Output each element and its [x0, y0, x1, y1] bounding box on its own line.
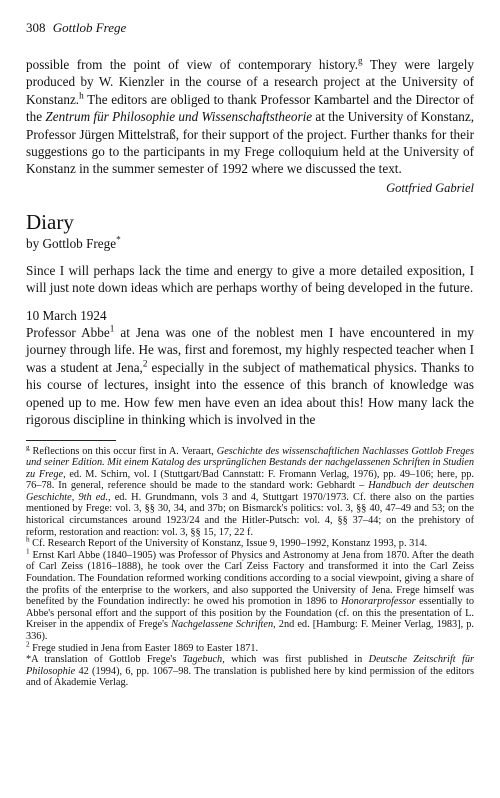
footnote-mark: *	[26, 654, 32, 666]
footnote-g	[26, 443, 475, 539]
preface-text: possible from the point of view of contemporary history.	[26, 57, 359, 72]
footnote-mark: g	[26, 443, 30, 452]
footnote-italic: Deutsche Zeitschrift für Philosophie	[26, 654, 474, 677]
footnote-mark: h	[26, 535, 30, 544]
entry-text: Professor Abbe	[26, 325, 110, 341]
preface-italic-institution: Zentrum für Philosophie und Wissenschaftstheorie	[45, 109, 313, 125]
diary-title: Diary	[26, 209, 74, 234]
diary-entry-date: 10 March 1924	[26, 307, 107, 323]
footnote-ref-h[interactable]: h	[79, 90, 84, 101]
footnotes	[26, 443, 475, 689]
footnote-2	[26, 640, 474, 655]
footnote-text: Ernst Karl Abbe (1840–1905) was Professor of Physics and Astronomy at Jena from 1870. After the death of Carl Zeiss (1816–1888), he took over the Carl Zeiss Factory and transformed it into the Carl Zeiss Foundation. The Foundation reformed working conditions according to a social viewpoint, giving a share of the profits of the enterprise to the workers, and also supported the University of Jena. Frege himself was benefited by the Foundation indirectly: he owed his promotion in 1896 to	[26, 549, 474, 608]
footnote-text: , ed. H. Grundmann, vols 3 and 4, Stuttgart 1970/1973. Cf. there also on the parties mentioned by Frege: vol. 3, §§ 30, 34, and 37b; on Bismarck's politics: vol. 3, §§ 40, 47–49 and 53; on the historical circumstances around 1923/24 and the Hitler-Putsch: vol. 4, §§ 37–44; on the prehistory of reform, restoration and reaction: vol. 3, §§ 15, 17, 22 f.	[26, 491, 474, 538]
diary-entry-paragraph	[26, 324, 474, 428]
footnote-divider	[26, 440, 116, 441]
footnote-text: essentially to Abbe's personal effort and the support of this position by the Foundation (cf. on this the presentation of L. Kreiser in the appendix of Frege's	[26, 596, 475, 631]
footnote-text: , which was first published in	[222, 654, 369, 666]
footnote-italic: Geschichte des wissenschaftlichen Nachlasses Gottlob Freges und seiner Edition. Mit einem Katalog des ursprünglichen Bestands der nachgelassenen Schriften in Studien zu Frege	[26, 445, 474, 480]
preface-text: The editors are obliged to thank Professor Kambartel and the Director of the	[26, 91, 474, 125]
footnote-mark: 2	[26, 640, 30, 649]
footnote-text: , 2nd ed. [Hamburg: F. Meiner Verlag, 1983], p. 336).	[26, 619, 474, 642]
footnote-star	[26, 654, 474, 689]
entry-text: at Jena was one of the noblest men I have encountered in my journey through life. He was, first and foremost, my highly respected teacher when I was a student at Jena,	[26, 325, 474, 375]
diary-byline	[26, 236, 474, 252]
byline-text: by Gottlob Frege	[26, 235, 117, 251]
running-head-title: Gottlob Frege	[52, 20, 127, 35]
footnote-mark: 1	[26, 547, 30, 556]
footnote-text: Cf. Research Report of the University of Konstanz, Issue 9, 1990–1992, Konstanz 1993, p. 314.	[29, 538, 428, 550]
footnote-italic: Honorarprofessor	[341, 596, 416, 608]
footnote-text: A translation of Gottlob Frege's	[31, 654, 183, 666]
footnote-h	[26, 535, 474, 550]
footnote-italic: Tagebuch	[182, 654, 223, 666]
footnote-1	[26, 547, 475, 643]
page-number: 308	[26, 20, 46, 35]
footnote-text: 42 (1994), 6, pp. 1067–98. The translation is published here by kind permission of the editors and of Akademie Verlag.	[26, 665, 474, 689]
footnote-italic: Handbuch der deutschen Geschichte, 9th ed.	[26, 480, 474, 503]
editor-signature: Gottfried Gabriel	[386, 180, 474, 195]
preface-text: at the University of Konstanz, Professor Jürgen Mittelstraß, for their support of the project. Further thanks for their suggestions go to the participants in my Frege colloquium held at the University of Konstanz in the summer semester of 1992 where we discussed the text.	[26, 109, 474, 177]
preface-text: They were largely produced by W. Kienzler in the course of a research project at the University of Konstanz.	[26, 57, 474, 107]
preface-paragraph	[26, 56, 474, 178]
footnote-ref-1[interactable]: 1	[109, 323, 115, 334]
footnote-text: , ed. M. Schirn, vol. I (Stuttgart/Bad Cannstatt: F. Fromann Verlag, 1976), pp. 49–106; here, pp. 76–78. In general, reference should be made to the standard work: Gebhardt –	[26, 468, 475, 492]
entry-text: especially in the subject of mathematical physics. Thanks to his course of lectures, insight into the essence of this branch of knowledge was opened up to me. How few men have even an idea about this! How many lack the rigorous discipline in thinking which is involved in the	[26, 359, 474, 428]
footnote-text: Frege studied in Jena from Easter 1869 to Easter 1871.	[29, 642, 259, 654]
footnote-text: Reflections on this occur first in A. Veraart,	[29, 445, 217, 457]
footnote-italic: Nachgelassene Schriften	[171, 619, 274, 631]
diary-intro-paragraph: Since I will perhaps lack the time and energy to give a more detailed exposition, I will just note down ideas which are perhaps worthy of being developed in the future.	[26, 262, 474, 296]
footnote-ref-g[interactable]: g	[358, 55, 363, 66]
footnote-ref-2[interactable]: 2	[142, 358, 148, 369]
running-header	[26, 20, 474, 36]
footnote-ref-star[interactable]: *	[116, 234, 121, 245]
